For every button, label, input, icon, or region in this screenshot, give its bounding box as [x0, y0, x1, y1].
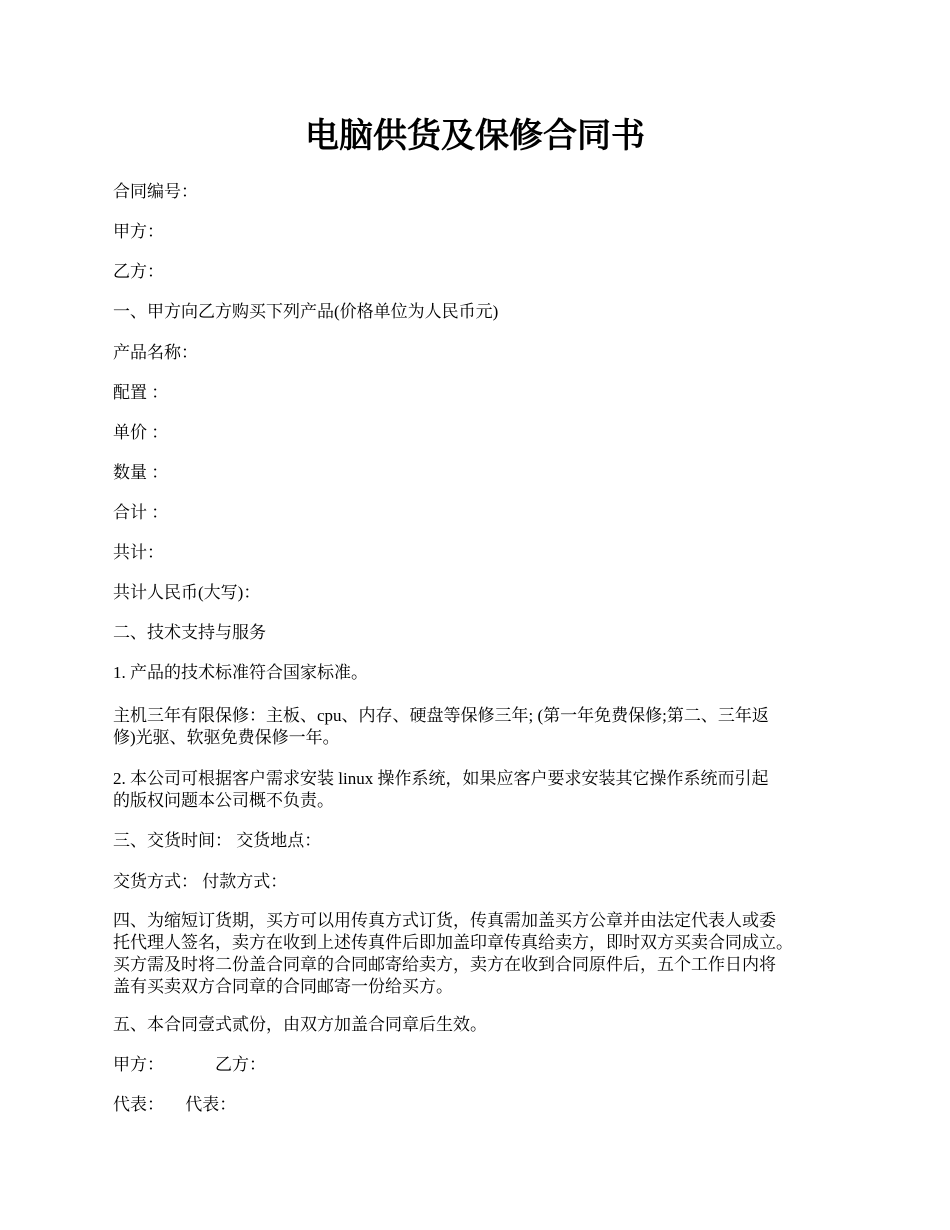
section-4-line: 买方需及时将二份盖合同章的合同邮寄给卖方，卖方在收到合同原件后，五个工作日内将	[113, 955, 776, 974]
total-rmb-field: 共计人民币(大写)：	[113, 583, 261, 602]
signature-representatives: 代表： 代表：	[113, 1095, 237, 1114]
party-a-field: 甲方：	[113, 222, 164, 241]
section-3-delivery: 三、交货时间： 交货地点：	[113, 831, 322, 850]
subtotal-field: 合计 ：	[113, 503, 169, 522]
section-4-line: 四、为缩短订货期，买方可以用传真方式订货，传真需加盖买方公章并由法定代表人或委	[113, 911, 776, 930]
total-field: 共计：	[113, 543, 164, 562]
warranty-paragraph	[113, 705, 843, 749]
config-field: 配置 ：	[113, 383, 169, 402]
clause-2-paragraph	[113, 768, 843, 812]
document-title: 电脑供货及保修合同书	[305, 116, 645, 156]
section-1-heading: 一、甲方向乙方购买下列产品(价格单位为人民币元)	[113, 302, 499, 321]
section-4-line: 盖有买卖双方合同章的合同邮寄一份给买方。	[113, 977, 453, 996]
clause-2-line: 2. 本公司可根据客户需求安装 linux 操作系统，如果应客户要求安装其它操作系统而引起	[113, 769, 769, 788]
product-name-field: 产品名称：	[113, 343, 198, 362]
quantity-field: 数量 ：	[113, 463, 169, 482]
party-b-field: 乙方：	[113, 262, 164, 281]
section-4-line: 托代理人签名，卖方在收到上述传真件后即加盖印章传真给卖方，即时双方买卖合同成立。	[113, 933, 793, 952]
warranty-line: 修)光驱、软驱免费保修一年。	[113, 728, 340, 747]
signature-parties: 甲方： 乙方：	[113, 1055, 266, 1074]
clause-2-line: 的版权问题本公司概不负责。	[113, 791, 334, 810]
section-2-heading: 二、技术支持与服务	[113, 623, 266, 642]
section-4-paragraph	[113, 910, 843, 998]
contract-number-field: 合同编号：	[113, 182, 198, 201]
section-5: 五、本合同壹式贰份，由双方加盖合同章后生效。	[113, 1015, 487, 1034]
warranty-line: 主机三年有限保修：主板、cpu、内存、硬盘等保修三年; (第一年免费保修;第二、三年返	[113, 706, 769, 725]
unit-price-field: 单价 ：	[113, 423, 169, 442]
clause-1: 1. 产品的技术标准符合国家标准。	[113, 663, 368, 682]
delivery-payment-method: 交货方式： 付款方式：	[113, 872, 288, 891]
